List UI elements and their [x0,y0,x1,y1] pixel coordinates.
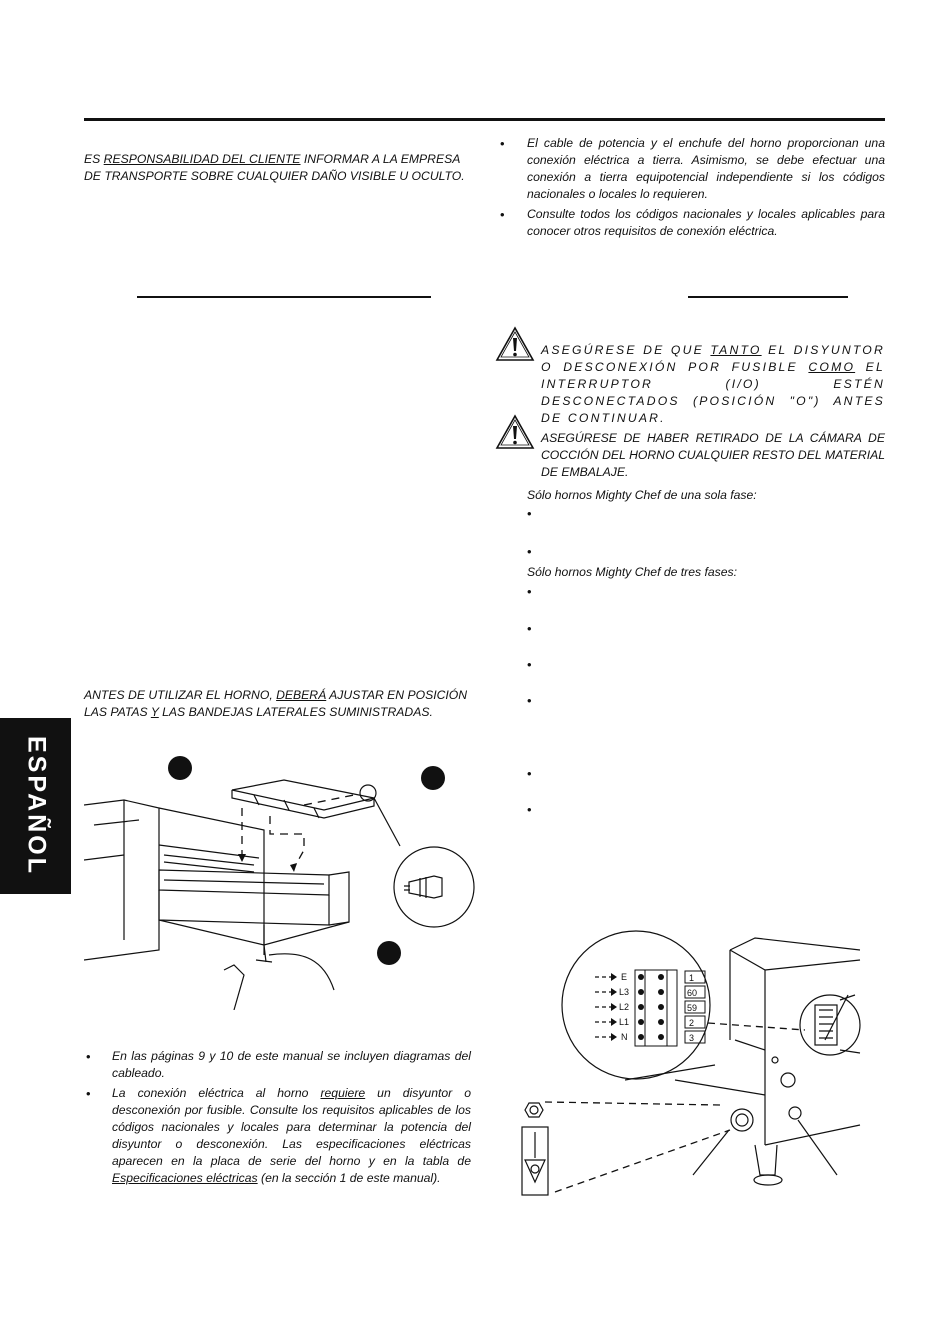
warning-triangle-icon [495,326,535,362]
terminal-number: 3 [689,1033,695,1043]
terminal-number: 59 [687,1003,698,1013]
bullet-marker: • [500,207,505,222]
bullet-marker: • [527,621,532,636]
language-side-tab: ESPAÑOL [0,718,71,894]
breaker-requirement-note: La conexión eléctrica al horno requiere un disyuntor o desconexión por fusible. Consulte los requisitos aplicables de los códigos nacionales y locales para determinar la potencia del disyuntor o desconexión. Las especificaciones eléctricas aparecen en la placa de serie del horno y en la tabla de Especificaciones eléctricas (en la sección 1 de este manual). [112,1086,471,1185]
terminal-number: 2 [689,1018,695,1028]
codes-requirements-note: Consulte todos los códigos nacionales y locales aplicables para conocer otros requisitos de conexión eléctrica. [527,207,885,238]
terminal-label: L1 [619,1017,630,1027]
single-phase-heading: Sólo hornos Mighty Chef de una sola fase: [527,488,757,502]
bullet-marker: • [527,766,532,781]
terminal-number: 60 [687,988,698,998]
customer-responsibility-notice: ES RESPONSABILIDAD DEL CLIENTE INFORMAR A LA EMPRESA DE TRANSPORTE SOBRE CUALQUIER DAÑO VISIBLE U OCULTO. [84,152,465,183]
breaker-off-warning: ASEGÚRESE DE QUE TANTO EL DISYUNTOR O DESCONEXIÓN POR FUSIBLE COMO EL INTERRUPTOR (I/O) ESTÉN DESCONECTADOS (POSICIÓN "O") ANTES DE CONTINUAR. [541,343,885,425]
bullet-marker: • [527,657,532,672]
terminal-label: L3 [619,987,630,997]
three-phase-heading: Sólo hornos Mighty Chef de tres fases: [527,565,738,579]
bullet-marker: • [527,802,532,817]
wiring-diagrams-note: En las páginas 9 y 10 de este manual se incluyen diagramas del cableado. [112,1049,471,1080]
terminal-label: E [621,972,628,982]
terminal-number: 1 [689,973,695,983]
bullet-marker: • [86,1049,91,1064]
side-tray-installation-illustration [84,750,478,1010]
section-heading-rule-left [137,296,431,298]
bullet-marker: • [527,544,532,559]
bullet-marker: • [527,584,532,599]
bullet-marker: • [500,136,505,151]
section-heading-rule-right [688,296,848,298]
bullet-marker: • [527,506,532,521]
ground-connection-note: El cable de potencia y el enchufe del horno proporcionan una conexión eléctrica a tierra. Asimismo, se debe efectuar una conexión a tierra equipotencial independiente si los códigos nacionales o locales lo requieren. [527,136,885,201]
terminal-block-illustration [515,930,865,1200]
terminal-label: L2 [619,1002,630,1012]
bullet-marker: • [527,693,532,708]
bullet-marker: • [86,1086,91,1101]
header-rule [84,118,885,121]
packing-material-warning: ASEGÚRESE DE HABER RETIRADO DE LA CÁMARA DE COCCIÓN DEL HORNO CUALQUIER RESTO DEL MATERIAL DE EMBALAJE. [541,431,885,479]
legs-trays-notice: ANTES DE UTILIZAR EL HORNO, DEBERÁ AJUSTAR EN POSICIÓN LAS PATAS Y LAS BANDEJAS LATERALES SUMINISTRADAS. [84,688,468,719]
warning-triangle-icon [495,414,535,450]
terminal-label: N [621,1032,628,1042]
